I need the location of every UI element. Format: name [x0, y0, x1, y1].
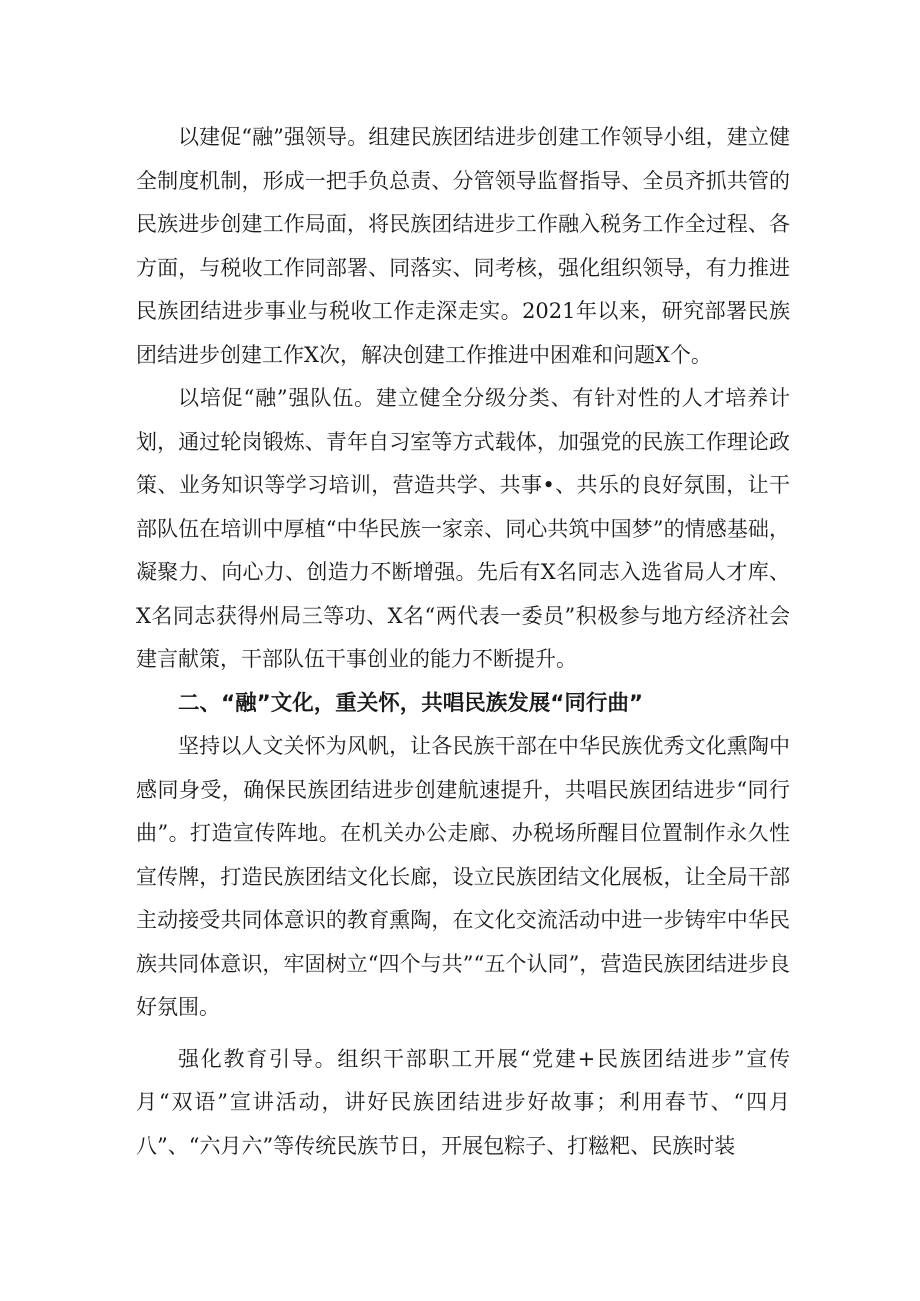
paragraph-leadership: 以建促“融”强领导。组建民族团结进步创建工作领导小组，建立健全制度机制，形成一把手负总责、分管领导监督指导、全员齐抓共管的民族进步创建工作局面，将民族团结进步工作融入税务工作全过程、各方面，与税收工作同部署、同落实、同考核，强化组织领导，有力推进民族团结进步事业与税收工作走深走实。2021年以来，研究部署民族团结进步创建工作X次，解决创建工作推进中困难和问题X个。 [136, 125, 790, 367]
paragraph-education: 强化教育引导。组织干部职工开展“党建+民族团结进步”宣传月“双语”宣讲活动，讲好民族团结进步好故事；利用春节、“四月八”、“六月六”等传统民族节日，开展包粽子、打糍粑、民族时装 [136, 1046, 790, 1158]
paragraph-team: 以培促“融”强队伍。建立健全分级分类、有针对性的人才培养计划，通过轮岗锻炼、青年自习室等方式载体，加强党的民族工作理论政策、业务知识等学习培训，营造共学、共事•、共乐的良好氛围，让干部队伍在培训中厚植“中华民族一家亲、同心共筑中国梦”的情感基础，凝聚力、向心力、创造力不断增强。先后有X名同志入选省局人才库、X名同志获得州局三等功、X名“两代表一委员”积极参与地方经济社会建言献策，干部队伍干事创业的能力不断提升。 [136, 386, 790, 671]
paragraph-culture: 坚持以人文关怀为风帆，让各民族干部在中华民族优秀文化熏陶中感同身受，确保民族团结进步创建航速提升，共唱民族团结进步“同行曲”。打造宣传阵地。在机关办公走廊、办税场所醒目位置制作永久性宣传牌，打造民族团结文化长廊，设立民族团结文化展板，让全局干部主动接受共同体意识的教育熏陶，在文化交流活动中进一步铸牢中华民族共同体意识，牢固树立“四个与共”“五个认同”，营造民族团结进步良好氛围。 [136, 734, 790, 1019]
document-body [136, 116, 790, 1168]
section-heading: 二、“融”文化，重关怀，共唱民族发展“同行曲” [178, 690, 644, 716]
